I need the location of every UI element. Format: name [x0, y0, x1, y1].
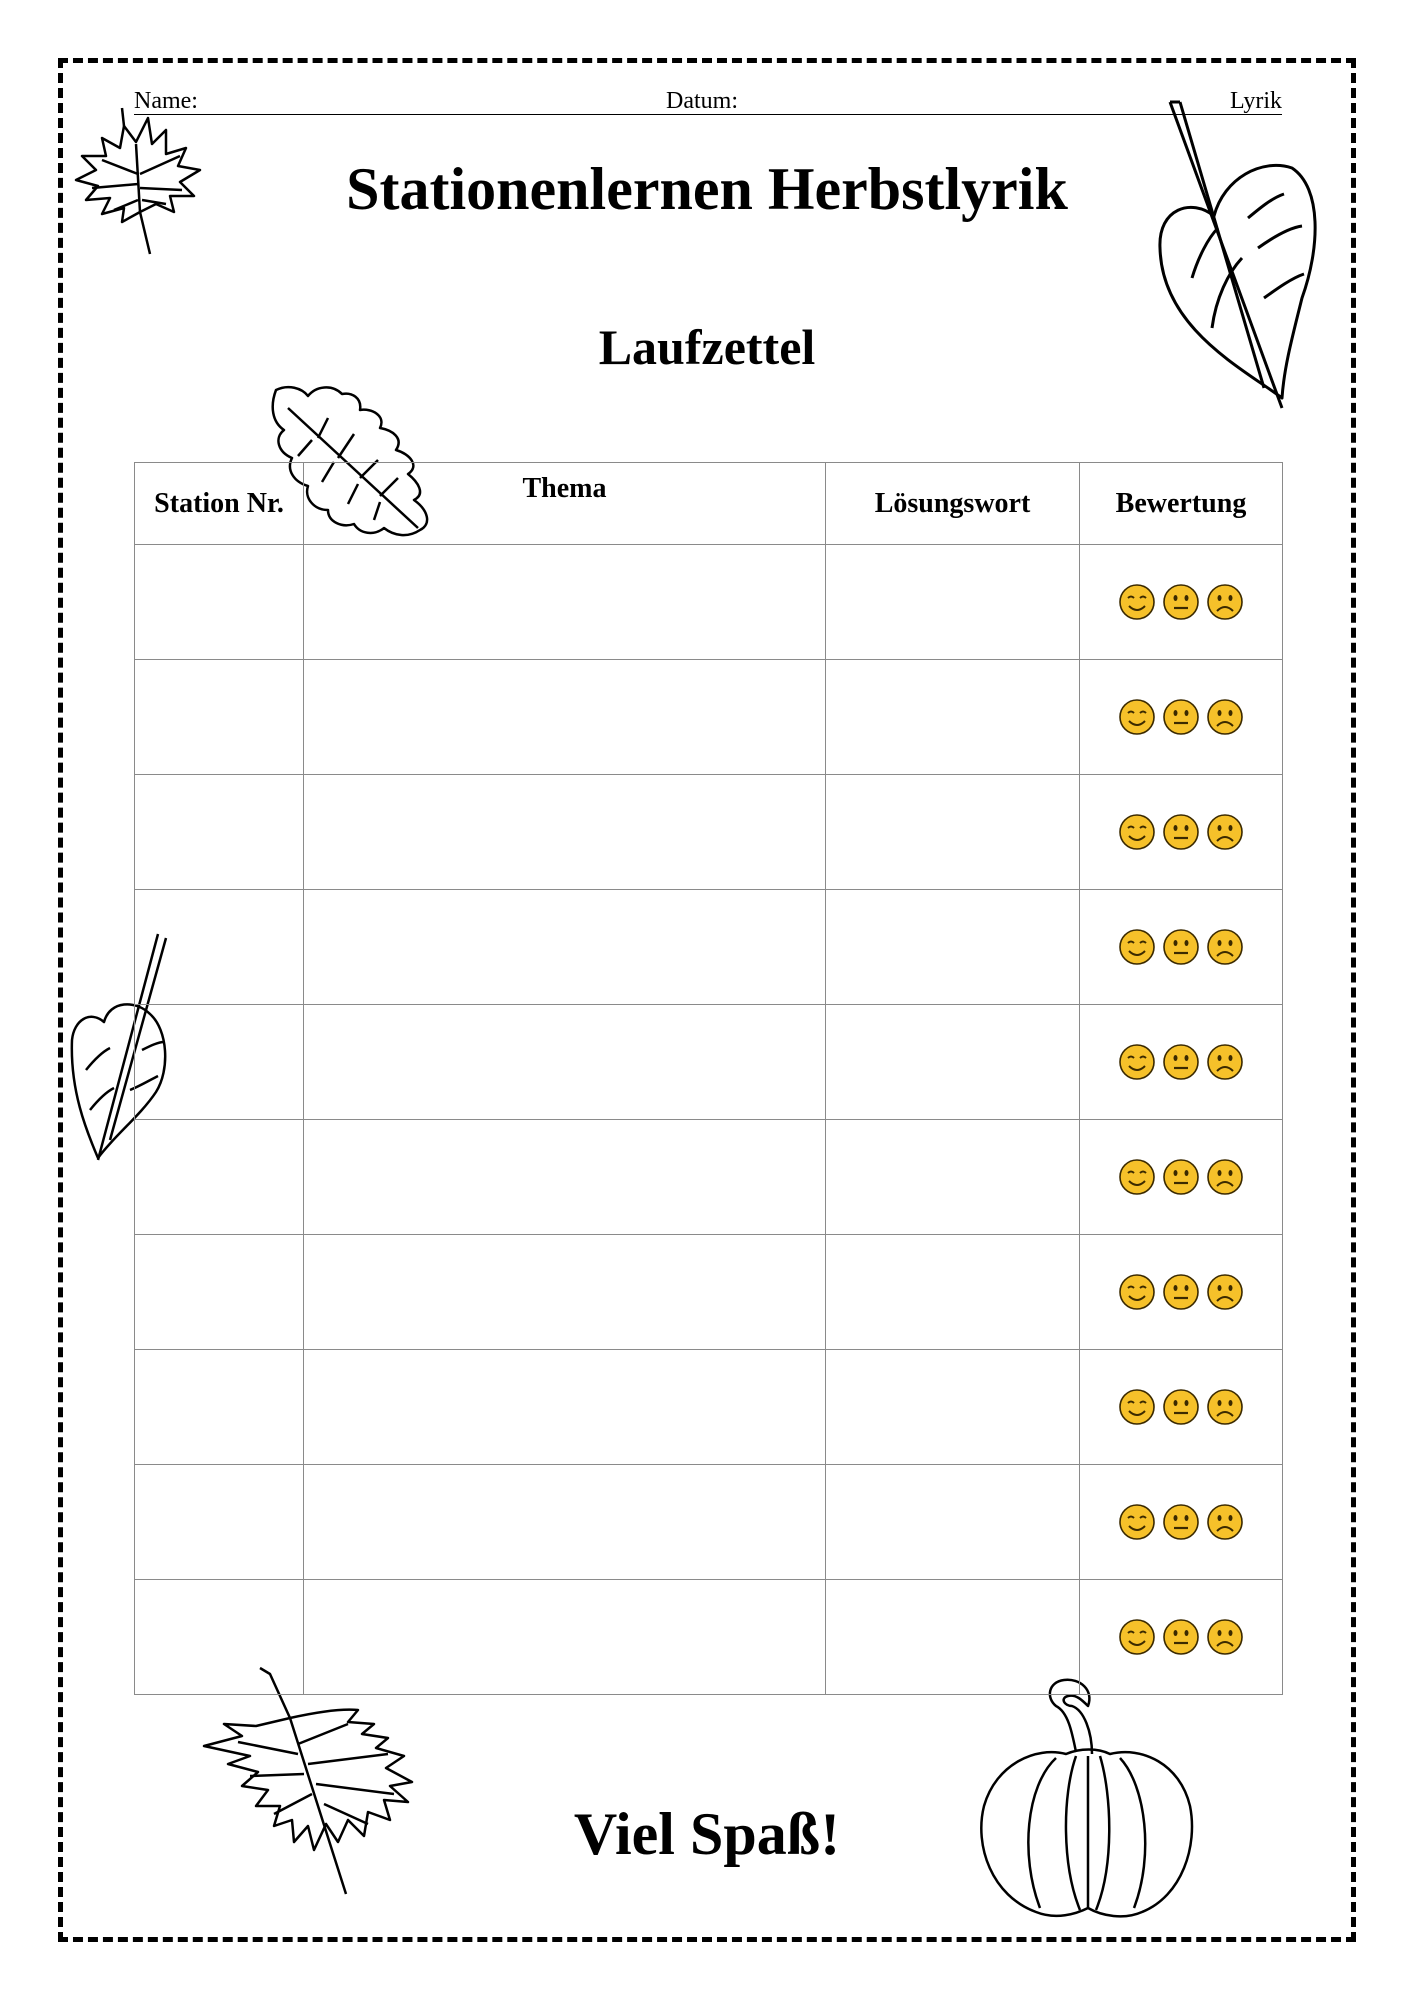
- topic-cell[interactable]: [304, 1120, 826, 1235]
- rating-cell: [1080, 660, 1283, 775]
- name-label: Name:: [134, 88, 198, 114]
- table-row: [135, 1580, 1283, 1695]
- table-row: [135, 1235, 1283, 1350]
- solution-word-cell[interactable]: [826, 1465, 1080, 1580]
- neutral-face-icon[interactable]: [1162, 1503, 1200, 1541]
- frowning-face-icon[interactable]: [1206, 1618, 1244, 1656]
- station-number-cell[interactable]: [135, 1235, 304, 1350]
- date-label: Datum:: [666, 88, 738, 114]
- station-number-cell[interactable]: [135, 545, 304, 660]
- frowning-face-icon[interactable]: [1206, 813, 1244, 851]
- maple-leaf-icon: [62, 104, 212, 264]
- footer-message: Viel Spaß!: [573, 1801, 841, 1867]
- table-row: [135, 890, 1283, 1005]
- table-row: [135, 1005, 1283, 1120]
- solution-word-cell[interactable]: [826, 1350, 1080, 1465]
- rating-cell: [1080, 1005, 1283, 1120]
- smiling-face-icon[interactable]: [1118, 813, 1156, 851]
- topic-cell[interactable]: [304, 1005, 826, 1120]
- frowning-face-icon[interactable]: [1206, 1043, 1244, 1081]
- topic-cell[interactable]: [304, 545, 826, 660]
- col-topic: Thema: [304, 463, 826, 545]
- station-number-cell[interactable]: [135, 1580, 304, 1695]
- smiling-face-icon[interactable]: [1118, 698, 1156, 736]
- smiling-face-icon[interactable]: [1118, 928, 1156, 966]
- station-number-cell[interactable]: [135, 660, 304, 775]
- topic-cell[interactable]: [304, 1465, 826, 1580]
- neutral-face-icon[interactable]: [1162, 1618, 1200, 1656]
- topic-cell[interactable]: [304, 775, 826, 890]
- smiling-face-icon[interactable]: [1118, 1273, 1156, 1311]
- topic-cell[interactable]: [304, 660, 826, 775]
- table-row: [135, 775, 1283, 890]
- table-row: [135, 545, 1283, 660]
- frowning-face-icon[interactable]: [1206, 583, 1244, 621]
- page-title: Stationenlernen Herbstlyrik: [346, 156, 1068, 222]
- heart-leaf-icon: [1152, 98, 1322, 418]
- frowning-face-icon[interactable]: [1206, 928, 1244, 966]
- neutral-face-icon[interactable]: [1162, 813, 1200, 851]
- table-header-row: [135, 463, 1283, 545]
- rating-cell: [1080, 1465, 1283, 1580]
- smiling-face-icon[interactable]: [1118, 1388, 1156, 1426]
- station-number-cell[interactable]: [135, 890, 304, 1005]
- neutral-face-icon[interactable]: [1162, 698, 1200, 736]
- station-table: [134, 462, 1283, 1695]
- col-rating: Bewertung: [1080, 463, 1283, 545]
- frowning-face-icon[interactable]: [1206, 698, 1244, 736]
- rating-cell: [1080, 1580, 1283, 1695]
- station-number-cell[interactable]: [135, 1465, 304, 1580]
- frowning-face-icon[interactable]: [1206, 1503, 1244, 1541]
- table-row: [135, 1120, 1283, 1235]
- neutral-face-icon[interactable]: [1162, 1043, 1200, 1081]
- rating-cell: [1080, 890, 1283, 1005]
- rating-cell: [1080, 775, 1283, 890]
- station-number-cell[interactable]: [135, 1350, 304, 1465]
- smiling-face-icon[interactable]: [1118, 1503, 1156, 1541]
- topic-cell[interactable]: [304, 1350, 826, 1465]
- smiling-face-icon[interactable]: [1118, 583, 1156, 621]
- solution-word-cell[interactable]: [826, 545, 1080, 660]
- smiling-face-icon[interactable]: [1118, 1043, 1156, 1081]
- station-number-cell[interactable]: [135, 1005, 304, 1120]
- solution-word-cell[interactable]: [826, 1005, 1080, 1120]
- rating-cell: [1080, 1120, 1283, 1235]
- neutral-face-icon[interactable]: [1162, 1388, 1200, 1426]
- table-row: [135, 1350, 1283, 1465]
- neutral-face-icon[interactable]: [1162, 583, 1200, 621]
- frowning-face-icon[interactable]: [1206, 1158, 1244, 1196]
- solution-word-cell[interactable]: [826, 660, 1080, 775]
- rating-cell: [1080, 1350, 1283, 1465]
- frowning-face-icon[interactable]: [1206, 1388, 1244, 1426]
- rating-cell: [1080, 545, 1283, 660]
- table-row: [135, 1465, 1283, 1580]
- topic-cell[interactable]: [304, 1580, 826, 1695]
- station-number-cell[interactable]: [135, 775, 304, 890]
- topic-cell[interactable]: [304, 1235, 826, 1350]
- solution-word-cell[interactable]: [826, 890, 1080, 1005]
- solution-word-cell[interactable]: [826, 775, 1080, 890]
- table-row: [135, 660, 1283, 775]
- col-solution-word: Lösungswort: [826, 463, 1080, 545]
- solution-word-cell[interactable]: [826, 1120, 1080, 1235]
- smiling-face-icon[interactable]: [1118, 1158, 1156, 1196]
- smiling-face-icon[interactable]: [1118, 1618, 1156, 1656]
- neutral-face-icon[interactable]: [1162, 1273, 1200, 1311]
- page-subtitle: Laufzettel: [598, 319, 816, 375]
- solution-word-cell[interactable]: [826, 1580, 1080, 1695]
- pumpkin-icon: [976, 1676, 1202, 1922]
- station-number-cell[interactable]: [135, 1120, 304, 1235]
- rating-cell: [1080, 1235, 1283, 1350]
- neutral-face-icon[interactable]: [1162, 1158, 1200, 1196]
- col-station-number: Station Nr.: [135, 463, 304, 545]
- topic-cell[interactable]: [304, 890, 826, 1005]
- neutral-face-icon[interactable]: [1162, 928, 1200, 966]
- subject-label: Lyrik: [1230, 88, 1282, 114]
- solution-word-cell[interactable]: [826, 1235, 1080, 1350]
- frowning-face-icon[interactable]: [1206, 1273, 1244, 1311]
